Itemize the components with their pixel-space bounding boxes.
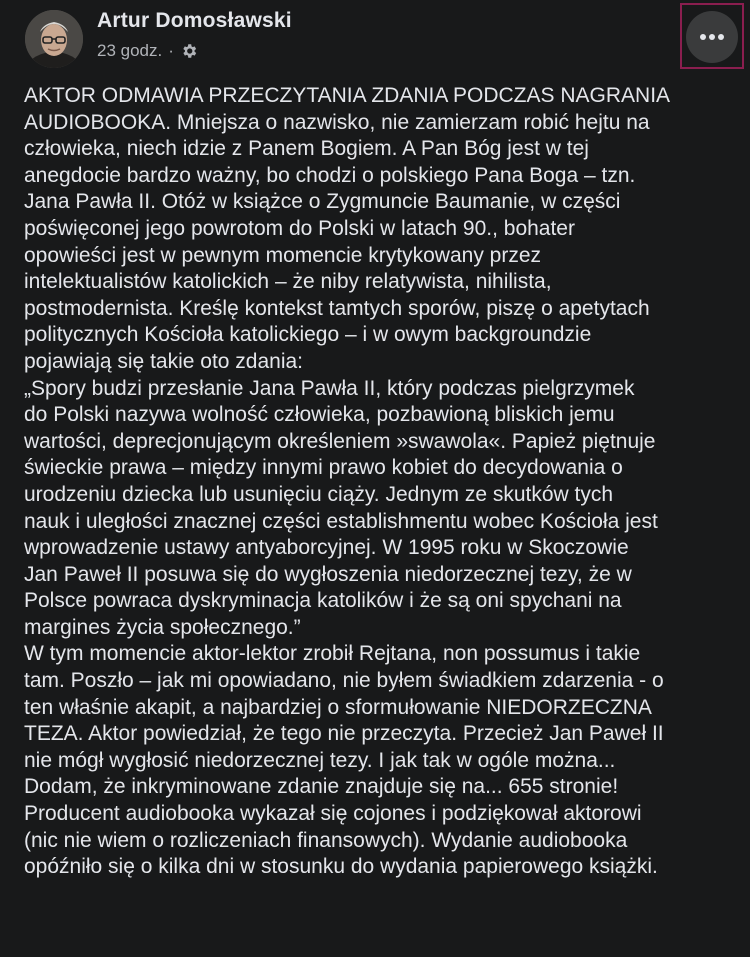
post-text-line: (nic nie wiem o rozliczeniach finansowych). Wydanie audiobooka [24, 828, 628, 852]
post-text-line: urodzeniu dziecka lub usunięciu ciąży. Jednym ze skutków tych [24, 482, 614, 506]
post-text-line: ten właśnie akapit, a najbardziej o sformułowanie NIEDORZECZNA [24, 695, 652, 719]
post-text-line: tam. Poszło – jak mi opowiadano, nie byłem świadkiem zdarzenia - o [24, 669, 664, 693]
post-text-line: anegdocie bardzo ważny, bo chodzi o polskiego Pana Boga – tzn. [24, 163, 636, 187]
author-avatar[interactable] [25, 10, 83, 68]
post-meta [97, 41, 198, 61]
post-text-line: nauk i uległości znacznej części establishmentu wobec Kościoła jest [24, 509, 658, 533]
post-time[interactable]: 23 godz. [97, 41, 163, 60]
post-text-line: intelektualistów katolickich – że niby relatywista, nihilista, [24, 270, 552, 294]
post-text-line: świeckie prawa – między innymi prawo kobiet do decydowania o [24, 456, 623, 480]
post-text-line: Producent audiobooka wykazał się cojones i podziękował aktorowi [24, 802, 642, 826]
post-text-line: Jana Pawła II. Otóż w książce o Zygmuncie Baumanie, w części [24, 190, 621, 214]
post-text-line: AUDIOBOOKA. Mniejsza o nazwisko, nie zamierzam robić hejtu na [24, 110, 650, 134]
post-text-line: opowieści jest w pewnym momencie krytykowany przez [24, 243, 542, 267]
post-text-line: W tym momencie aktor-lektor zrobił Rejtana, non possumus i takie [24, 642, 641, 666]
more-horizontal-icon [699, 33, 725, 41]
post-text-line: do Polski nazywa wolność człowieka, pozbawioną bliskich jemu [24, 403, 615, 427]
post-text-line: „Spory budzi przesłanie Jana Pawła II, który podczas pielgrzymek [24, 376, 635, 400]
post-text-line: opóźniło się o kilka dni w stosunku do wydania papierowego książki. [24, 855, 658, 879]
post-text-line: postmodernista. Kreślę kontekst tamtych sporów, piszę o apetytach [24, 296, 650, 320]
post-text-line: nie mógł wygłosić niedorzecznej tezy. I jak tak w ogóle można... [24, 748, 616, 772]
post-text-line: Jan Paweł II posuwa się do wygłoszenia niedorzecznej tezy, że w [24, 562, 632, 586]
author-name[interactable]: Artur Domosławski [97, 9, 292, 32]
post-text-line: człowieka, niech idzie z Panem Bogiem. A Pan Bóg jest w tej [24, 137, 589, 161]
post-text-line: wartości, deprecjonującym określeniem »swawola«. Papież piętnuje [24, 429, 656, 453]
meta-separator: · [168, 41, 174, 60]
post-text-line: wprowadzenie ustawy antyaborcyjnej. W 1995 roku w Skoczowie [24, 536, 629, 560]
post-text-line: AKTOR ODMAWIA PRZECZYTANIA ZDANIA PODCZAS NAGRANIA [24, 84, 671, 107]
more-options-button[interactable] [686, 11, 738, 63]
post-text-line: TEZA. Aktor powiedział, że tego nie przeczyta. Przecież Jan Paweł II [24, 722, 664, 746]
post-text-line: margines życia społecznego.” [24, 615, 301, 639]
avatar-photo [25, 10, 83, 68]
post-text-line: Polsce powraca dyskryminacja katolików i że są oni spychani na [24, 589, 622, 613]
post-text-line: politycznych Kościoła katolickiego – i w owym backgroundzie [24, 323, 592, 347]
post-text-line: Dodam, że inkryminowane zdanie znajduje się na... 655 stronie! [24, 775, 619, 799]
gear-icon[interactable] [180, 42, 198, 60]
post-text [24, 83, 746, 881]
post-text-line: poświęconej jego powrotom do Polski w latach 90., bohater [24, 216, 575, 240]
post-text-line: pojawiają się takie oto zdania: [24, 349, 304, 373]
